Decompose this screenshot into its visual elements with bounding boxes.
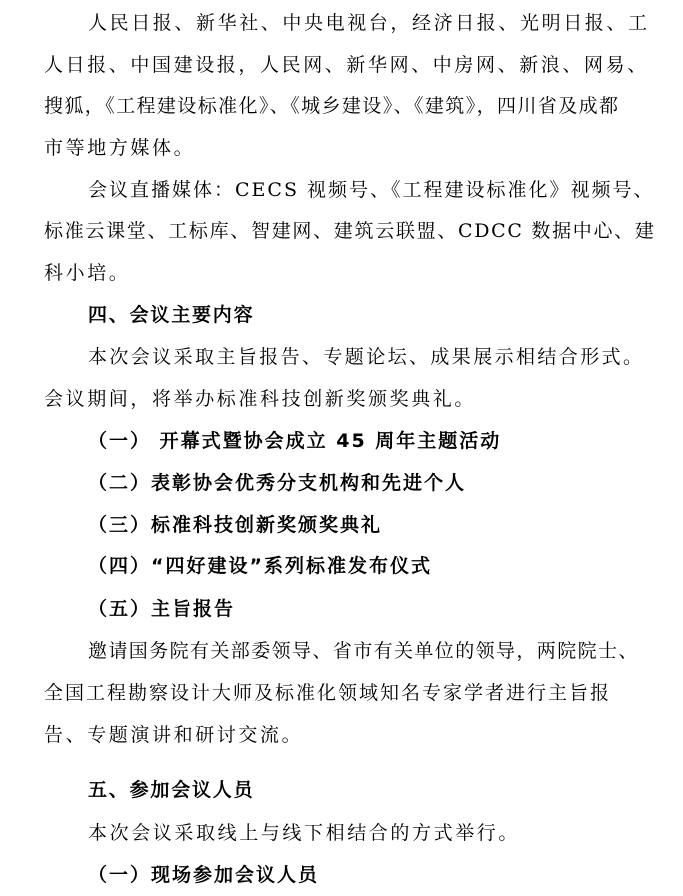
- section-4-item-3: （三）标准科技创新奖颁奖典礼: [88, 514, 383, 536]
- live-media-line-1: 会议直播媒体：CECS 视频号、《工程建设标准化》视频号、: [88, 179, 655, 201]
- media-list-line-2: 人日报、中国建设报，人民网、新华网、中房网、新浪、网易、: [44, 54, 649, 76]
- section-4-item-5: （五）主旨报告: [88, 598, 236, 620]
- section-4-heading: 四、会议主要内容: [88, 304, 255, 326]
- section-4-item-2: （二）表彰协会优秀分支机构和先进个人: [88, 472, 467, 494]
- section-4-item-1: （一） 开幕式暨协会成立 45 周年主题活动: [88, 430, 502, 452]
- section-5-intro: 本次会议采取线上与线下相结合的方式举行。: [88, 822, 521, 844]
- media-list-line-1: 人民日报、新华社、中央电视台，经济日报、光明日报、工: [88, 12, 650, 34]
- keynote-line-3: 告、专题演讲和研讨交流。: [44, 724, 304, 746]
- section-4-intro-line-2: 会议期间，将举办标准科技创新奖颁奖典礼。: [44, 388, 477, 410]
- section-4-item-4: （四）“四好建设”系列标准发布仪式: [88, 555, 432, 577]
- keynote-line-2: 全国工程勘察设计大师及标准化领域知名专家学者进行主旨报: [44, 682, 612, 704]
- keynote-line-1: 邀请国务院有关部委领导、省市有关单位的领导，两院院士、: [88, 640, 639, 662]
- section-5-heading: 五、参加会议人员: [88, 779, 255, 801]
- media-list-line-4: 市等地方媒体。: [44, 137, 196, 159]
- media-list-line-3: 搜狐，《工程建设标准化》、《城乡建设》、《建筑》，四川省及成都: [44, 95, 620, 117]
- section-4-intro-line-1: 本次会议采取主旨报告、专题论坛、成果展示相结合形式。: [88, 346, 645, 368]
- section-5-item-1: （一）现场参加会议人员: [88, 864, 320, 886]
- live-media-line-3: 科小培。: [44, 262, 131, 284]
- live-media-line-2: 标准云课堂、工标库、智建网、建筑云联盟、CDCC 数据中心、建: [44, 220, 656, 242]
